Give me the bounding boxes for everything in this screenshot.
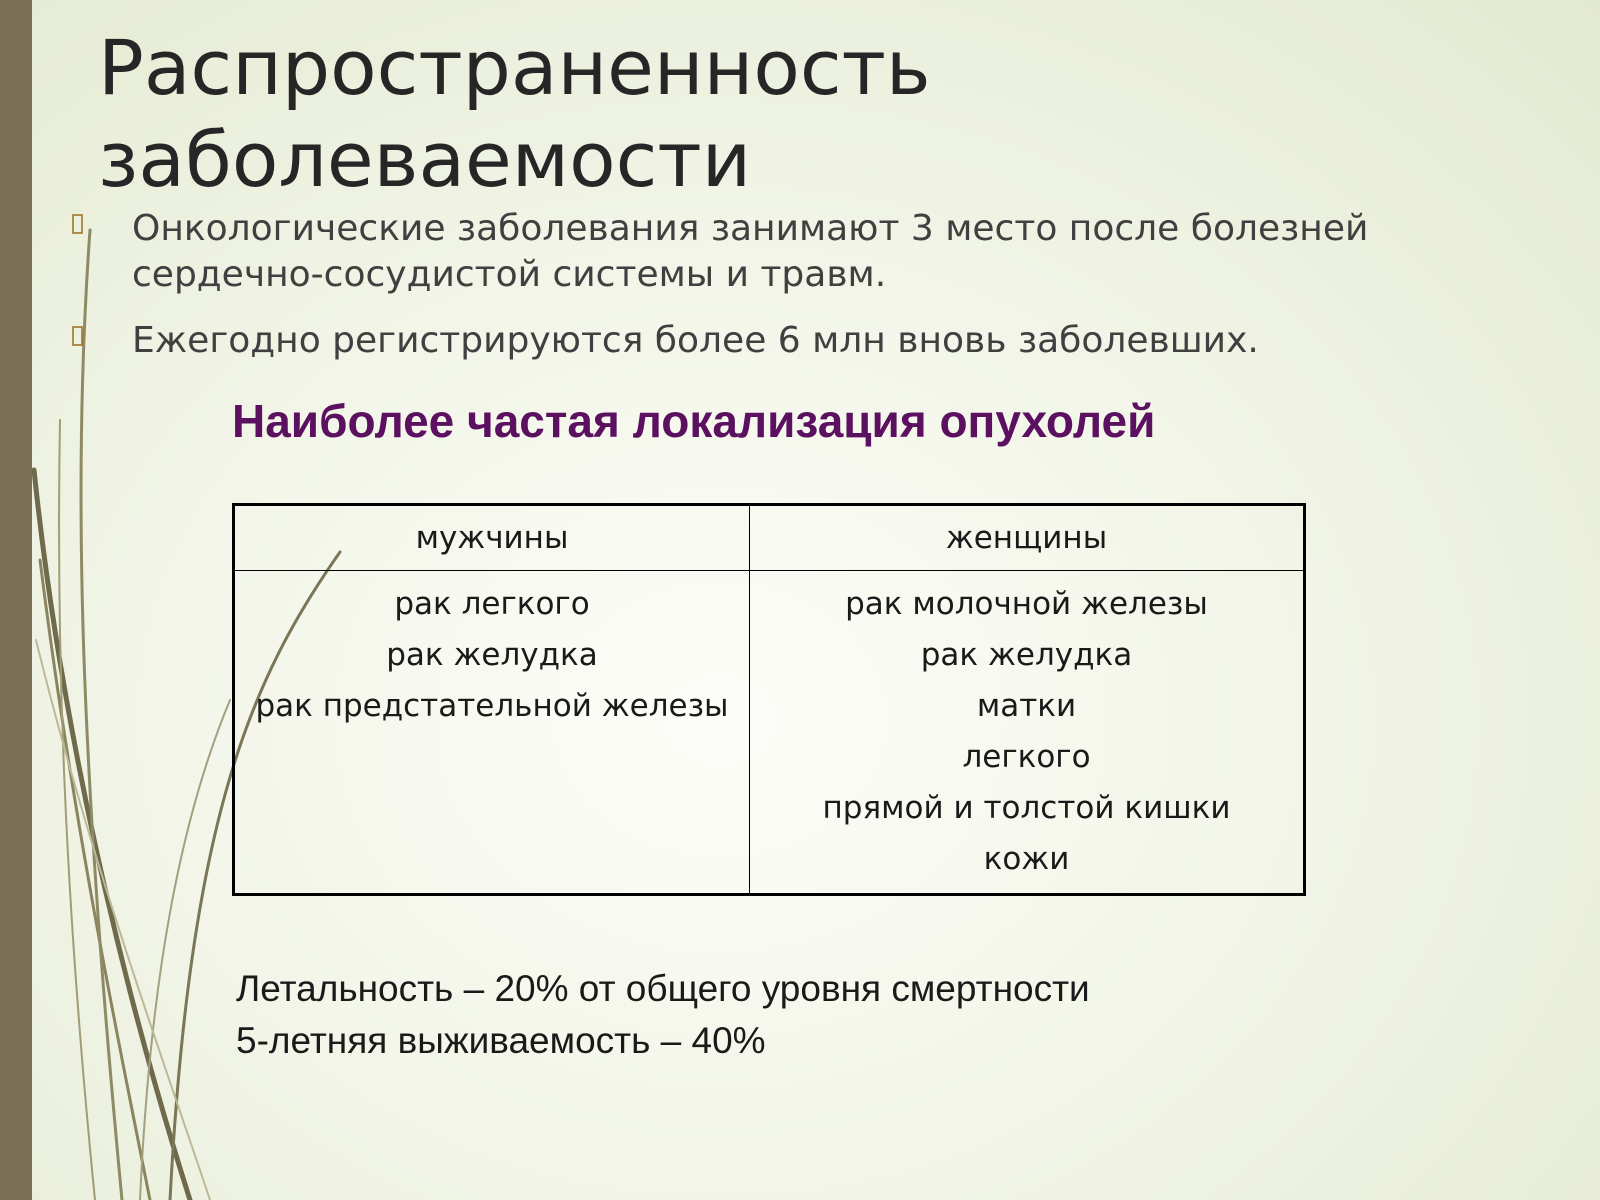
- bullet-text: Ежегодно регистрируются более 6 млн вновь заболевших.: [132, 320, 1259, 361]
- table-header-row: [234, 505, 1305, 571]
- table-row: [234, 571, 1305, 895]
- bullet-text: Онкологические заболевания занимают 3 место после болезней сердечно-сосудистой системы и травм.: [132, 208, 1369, 295]
- bullet-marker-icon: [72, 326, 84, 346]
- title-line-2: заболеваемости: [98, 115, 752, 204]
- bullet-list: [72, 206, 1492, 384]
- stats-block: [236, 963, 1336, 1067]
- title-line-1: Распространенность: [98, 23, 931, 112]
- women-item: рак желудка: [920, 637, 1133, 673]
- cell-men: [234, 571, 750, 895]
- bullet-item: [72, 318, 1492, 364]
- bullet-marker-icon: [72, 214, 84, 234]
- men-item: рак предстательной железы: [255, 688, 729, 724]
- bullet-item: [72, 206, 1492, 298]
- women-item: прямой и толстой кишки: [822, 790, 1231, 826]
- stat-mortality: Летальность – 20% от общего уровня смертности: [236, 968, 1090, 1009]
- stat-survival: 5-летняя выживаемость – 40%: [236, 1020, 766, 1061]
- women-item: легкого: [962, 739, 1091, 775]
- header-men: мужчины: [234, 505, 750, 571]
- localization-table: [232, 503, 1306, 896]
- cell-women: [750, 571, 1305, 895]
- women-item: рак молочной железы: [845, 586, 1208, 622]
- women-item: кожи: [983, 841, 1070, 877]
- slide-subtitle: Наиболее частая локализация опухолей: [232, 395, 1156, 447]
- slide-title: [98, 22, 1398, 206]
- women-item: матки: [976, 688, 1077, 724]
- men-item: рак легкого: [394, 586, 590, 622]
- header-women: женщины: [750, 505, 1305, 571]
- men-item: рак желудка: [386, 637, 598, 673]
